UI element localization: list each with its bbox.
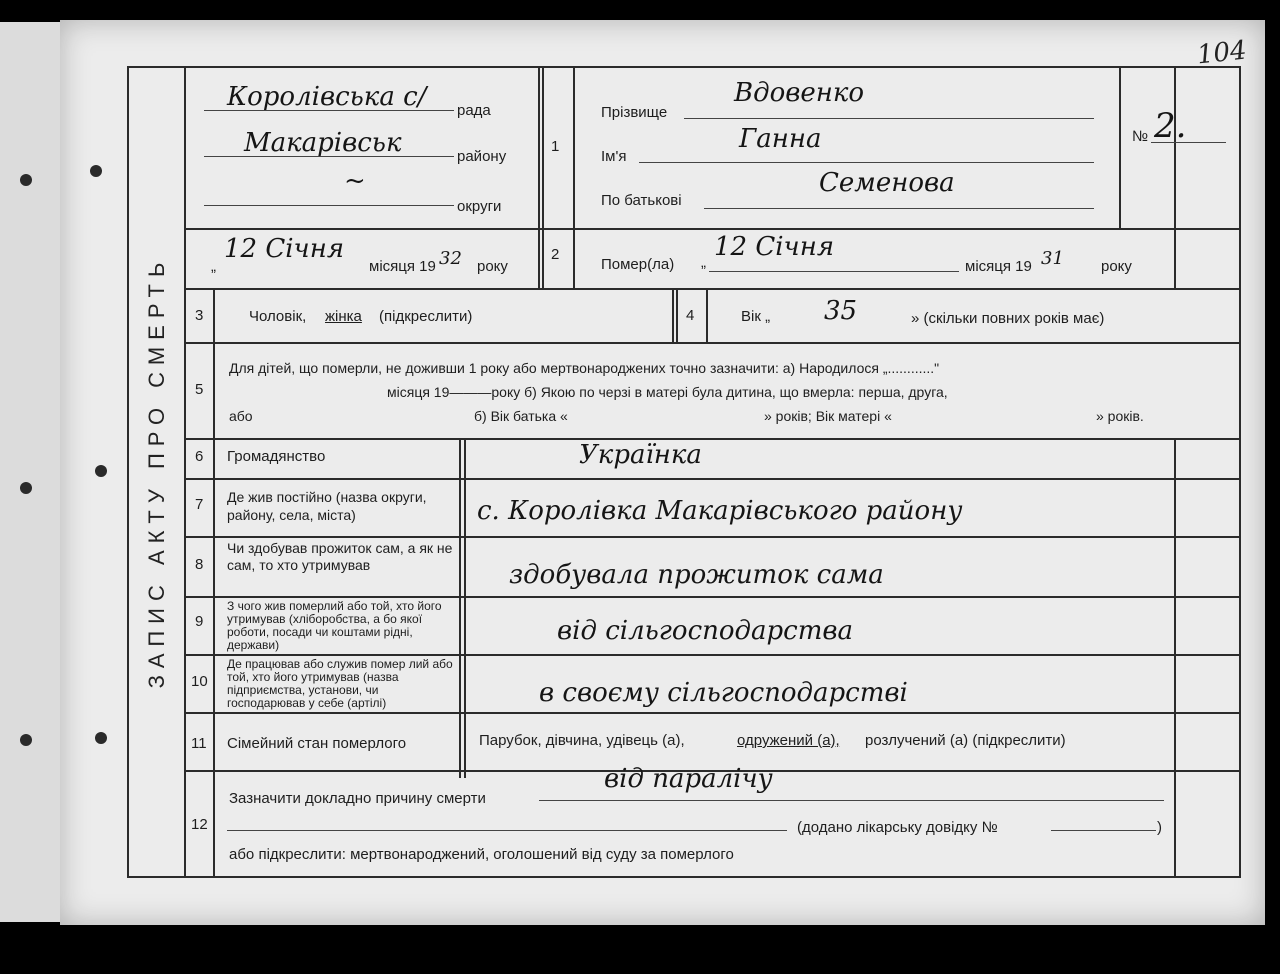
died-value: 12 Січня: [714, 232, 835, 262]
income-source-label: З чого жив померлий або той, хто його утримував (хліборобства, а бо якої роботи, посади чи коштами рідні, держави): [227, 599, 442, 652]
okruga-value: ~: [344, 166, 366, 196]
surname-value: Вдовенко: [734, 78, 865, 108]
row-number: 12: [191, 816, 208, 833]
divider: [1174, 68, 1176, 288]
stillborn-option-line: або підкреслити: мертвонароджений, оголошений від суду за померлого: [229, 846, 734, 863]
divider: [676, 288, 678, 342]
livelihood-label: Чи здобував прожиток сам, а як не сам, то хто утримував: [227, 540, 453, 573]
date-month-label: місяця 19: [369, 258, 436, 275]
side-title: ЗАПИС АКТУ ПРО СМЕРТЬ: [129, 68, 186, 876]
divider: [1174, 438, 1176, 876]
date-value: 12 Січня: [224, 234, 345, 264]
record-number-label: №: [1132, 128, 1149, 145]
binding-hole: [95, 732, 107, 744]
patronymic-label: По батькові: [601, 192, 682, 209]
divider: [184, 438, 1239, 440]
divider: [706, 288, 708, 342]
children-line-3a: або: [229, 408, 253, 424]
page-number: 104: [1195, 35, 1249, 71]
age-suffix: » (скільки повних років має): [911, 310, 1105, 327]
age-label: Вік „: [741, 308, 771, 325]
okruga-label: округи: [457, 198, 502, 215]
divider: [184, 288, 1239, 290]
underline: [204, 156, 454, 157]
children-line-1: Для дітей, що померли, не доживши 1 року або мертвонароджених точно зазначити: а) Народилося „............": [229, 360, 940, 376]
row-number: 3: [195, 307, 204, 324]
income-source-value: від сільгосподарства: [557, 616, 854, 646]
underline: [1051, 830, 1156, 831]
row-number: 11: [191, 735, 207, 752]
underline: [204, 205, 454, 206]
marital-option-divorced: розлучений (а) (підкреслити): [865, 732, 1066, 749]
children-line-2: місяця 19———року б) Якою по черзі в матері була дитина, що вмерла: перша, друга,: [387, 384, 948, 400]
died-prefix: „: [701, 254, 706, 271]
divider: [184, 712, 1239, 714]
underline: [227, 830, 787, 831]
binding-hole: [95, 465, 107, 477]
row-number: 5: [195, 381, 204, 398]
died-year: 31: [1041, 248, 1064, 269]
children-line-3b: б) Вік батька «: [474, 408, 568, 424]
marital-option-married: одружений (а),: [737, 732, 840, 749]
citizenship-value: Українка: [579, 440, 702, 470]
underline: [1151, 142, 1226, 143]
underline: [684, 118, 1094, 119]
patronymic-value: Семенова: [819, 168, 955, 198]
died-month-label: місяця 19: [965, 258, 1032, 275]
workplace-value: в своєму сільгосподарстві: [539, 678, 908, 708]
marital-option-single: Парубок, дівчина, удівець (а),: [479, 732, 685, 749]
divider: [1119, 68, 1121, 228]
date-year: 32: [439, 248, 462, 269]
divider: [573, 68, 575, 288]
raion-label: району: [457, 148, 507, 165]
row-number: 8: [195, 556, 204, 573]
underline: [639, 162, 1094, 163]
medical-certificate-close: ): [1157, 819, 1162, 836]
gender-option-woman: жінка: [325, 308, 362, 325]
divider: [184, 536, 1239, 538]
divider: [184, 596, 1239, 598]
date-year-suffix: року: [477, 258, 508, 275]
cause-of-death-value: від паралічу: [604, 764, 773, 794]
divider: [459, 438, 461, 778]
binding-hole: [20, 482, 32, 494]
binding-hole: [20, 734, 32, 746]
raion-value: Макарівськ: [244, 128, 402, 158]
children-line-3d: » років.: [1096, 408, 1144, 424]
binding-hole: [20, 174, 32, 186]
died-label: Помер(ла): [601, 256, 675, 273]
rada-label: рада: [457, 102, 491, 119]
divider: [542, 68, 544, 288]
row-number: 6: [195, 448, 204, 465]
row-number: 1: [551, 138, 560, 155]
residence-label: Де жив постійно (назва округи, району, села, міста): [227, 489, 427, 523]
gender-instruction: (підкреслити): [379, 308, 473, 325]
row-number: 9: [195, 613, 204, 630]
divider: [184, 342, 1239, 344]
died-year-suffix: року: [1101, 258, 1132, 275]
divider: [184, 228, 1239, 230]
rada-value: Королівська с/: [227, 82, 427, 112]
divider: [184, 478, 1239, 480]
row-number: 7: [195, 496, 204, 513]
name-value: Ганна: [739, 124, 822, 154]
underline: [704, 208, 1094, 209]
livelihood-value: здобувала прожиток сама: [509, 560, 884, 590]
residence-value: с. Королівка Макарівського району: [477, 496, 963, 526]
workplace-label: Де працював або служив помер лий або той, хто його утримував (назва підприємства, установи, чи господарював у себе (артілі): [227, 657, 453, 710]
divider: [213, 288, 215, 876]
gender-option-man: Чоловік,: [249, 308, 307, 325]
underline: [539, 800, 1164, 801]
divider: [184, 654, 1239, 656]
children-line-3c: » років; Вік матері «: [764, 408, 892, 424]
citizenship-label: Громадянство: [227, 448, 326, 465]
underline: [204, 110, 454, 111]
name-label: Ім'я: [601, 148, 627, 165]
divider: [464, 438, 466, 778]
row-number: 10: [191, 673, 208, 690]
surname-label: Прізвище: [601, 104, 668, 121]
age-value: 35: [824, 296, 858, 326]
divider: [538, 68, 540, 288]
left-page-edge: [0, 22, 62, 922]
medical-certificate-label: (додано лікарську довідку №: [797, 819, 998, 836]
binding-hole: [90, 165, 102, 177]
cause-of-death-label: Зазначити докладно причину смерти: [229, 790, 486, 807]
divider: [672, 288, 674, 342]
death-record-form: [127, 66, 1241, 878]
underline: [709, 271, 959, 272]
record-number-value: 2.: [1154, 106, 1187, 146]
date-prefix: „: [211, 258, 216, 275]
row-number: 4: [686, 307, 695, 324]
marital-status-label: Сімейний стан померлого: [227, 735, 407, 752]
row-number: 2: [551, 246, 560, 263]
